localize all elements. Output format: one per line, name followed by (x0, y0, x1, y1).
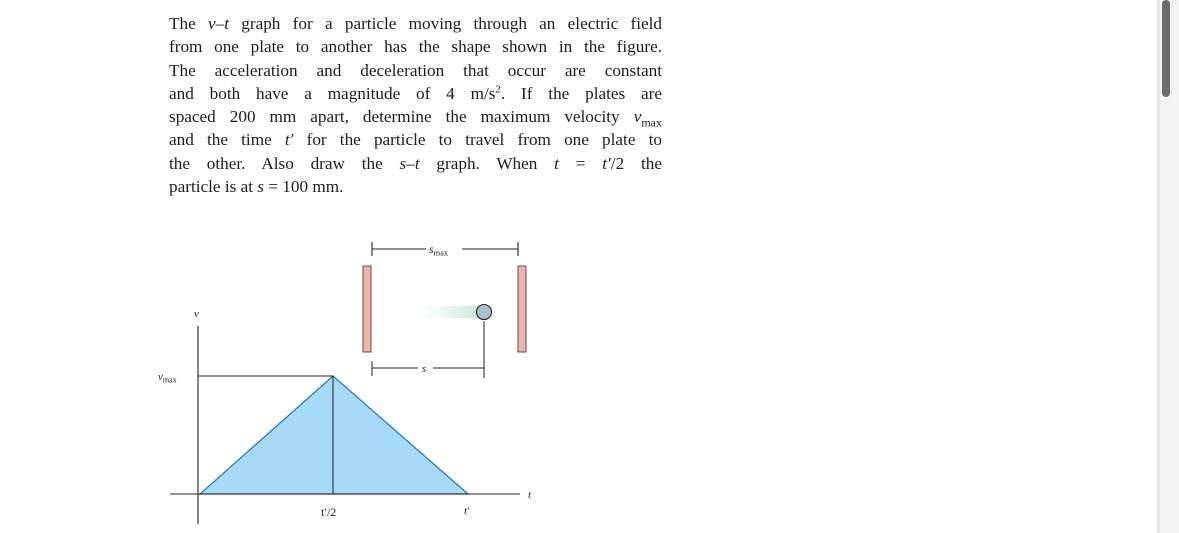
velocity-triangle (200, 376, 468, 494)
s-dimension (372, 321, 484, 378)
problem-line-5: spaced 200 mm apart, determine the maximum velocity $v_{max}$ (169, 107, 662, 130)
particle-trail (418, 306, 484, 318)
problem-line-6: and the time t′ for the particle to travel from one plate to (169, 130, 662, 150)
vt-graph (158, 308, 532, 524)
problem-line-3: The acceleration and deceleration that occur are constant (169, 60, 662, 80)
particle (477, 305, 492, 320)
vmax-label: $v_{max}$ (158, 371, 177, 385)
problem-line-1: The v–t graph for a particle moving through an electric field (169, 14, 662, 33)
half-time-label: t′/2 (321, 505, 337, 519)
vertical-scrollbar-thumb[interactable] (1162, 0, 1170, 97)
problem-line-2: from one plate to another has the shape shown in the figure. (169, 37, 662, 57)
vt-graph-figure (150, 228, 550, 533)
right-plate (518, 266, 526, 352)
smax-dimension (372, 242, 518, 258)
page-edge (1157, 0, 1160, 533)
t-axis-label: t (528, 489, 532, 501)
s-label: s (422, 363, 427, 375)
tprime-label: t′ (464, 505, 470, 517)
figure-svg (150, 228, 550, 533)
smax-label: $s_{max}$ (429, 244, 449, 258)
v-axis-label: v (194, 308, 199, 320)
problem-line-4: and both have a magnitude of 4 $m/s^2$. If the plates are (169, 83, 662, 103)
problem-line-7: the other. Also draw the s–t graph. When t = t′/2 the (169, 153, 662, 173)
left-plate (363, 266, 371, 352)
problem-line-8: particle is at s = 100 mm. (169, 177, 344, 197)
problem-statement (169, 12, 662, 198)
